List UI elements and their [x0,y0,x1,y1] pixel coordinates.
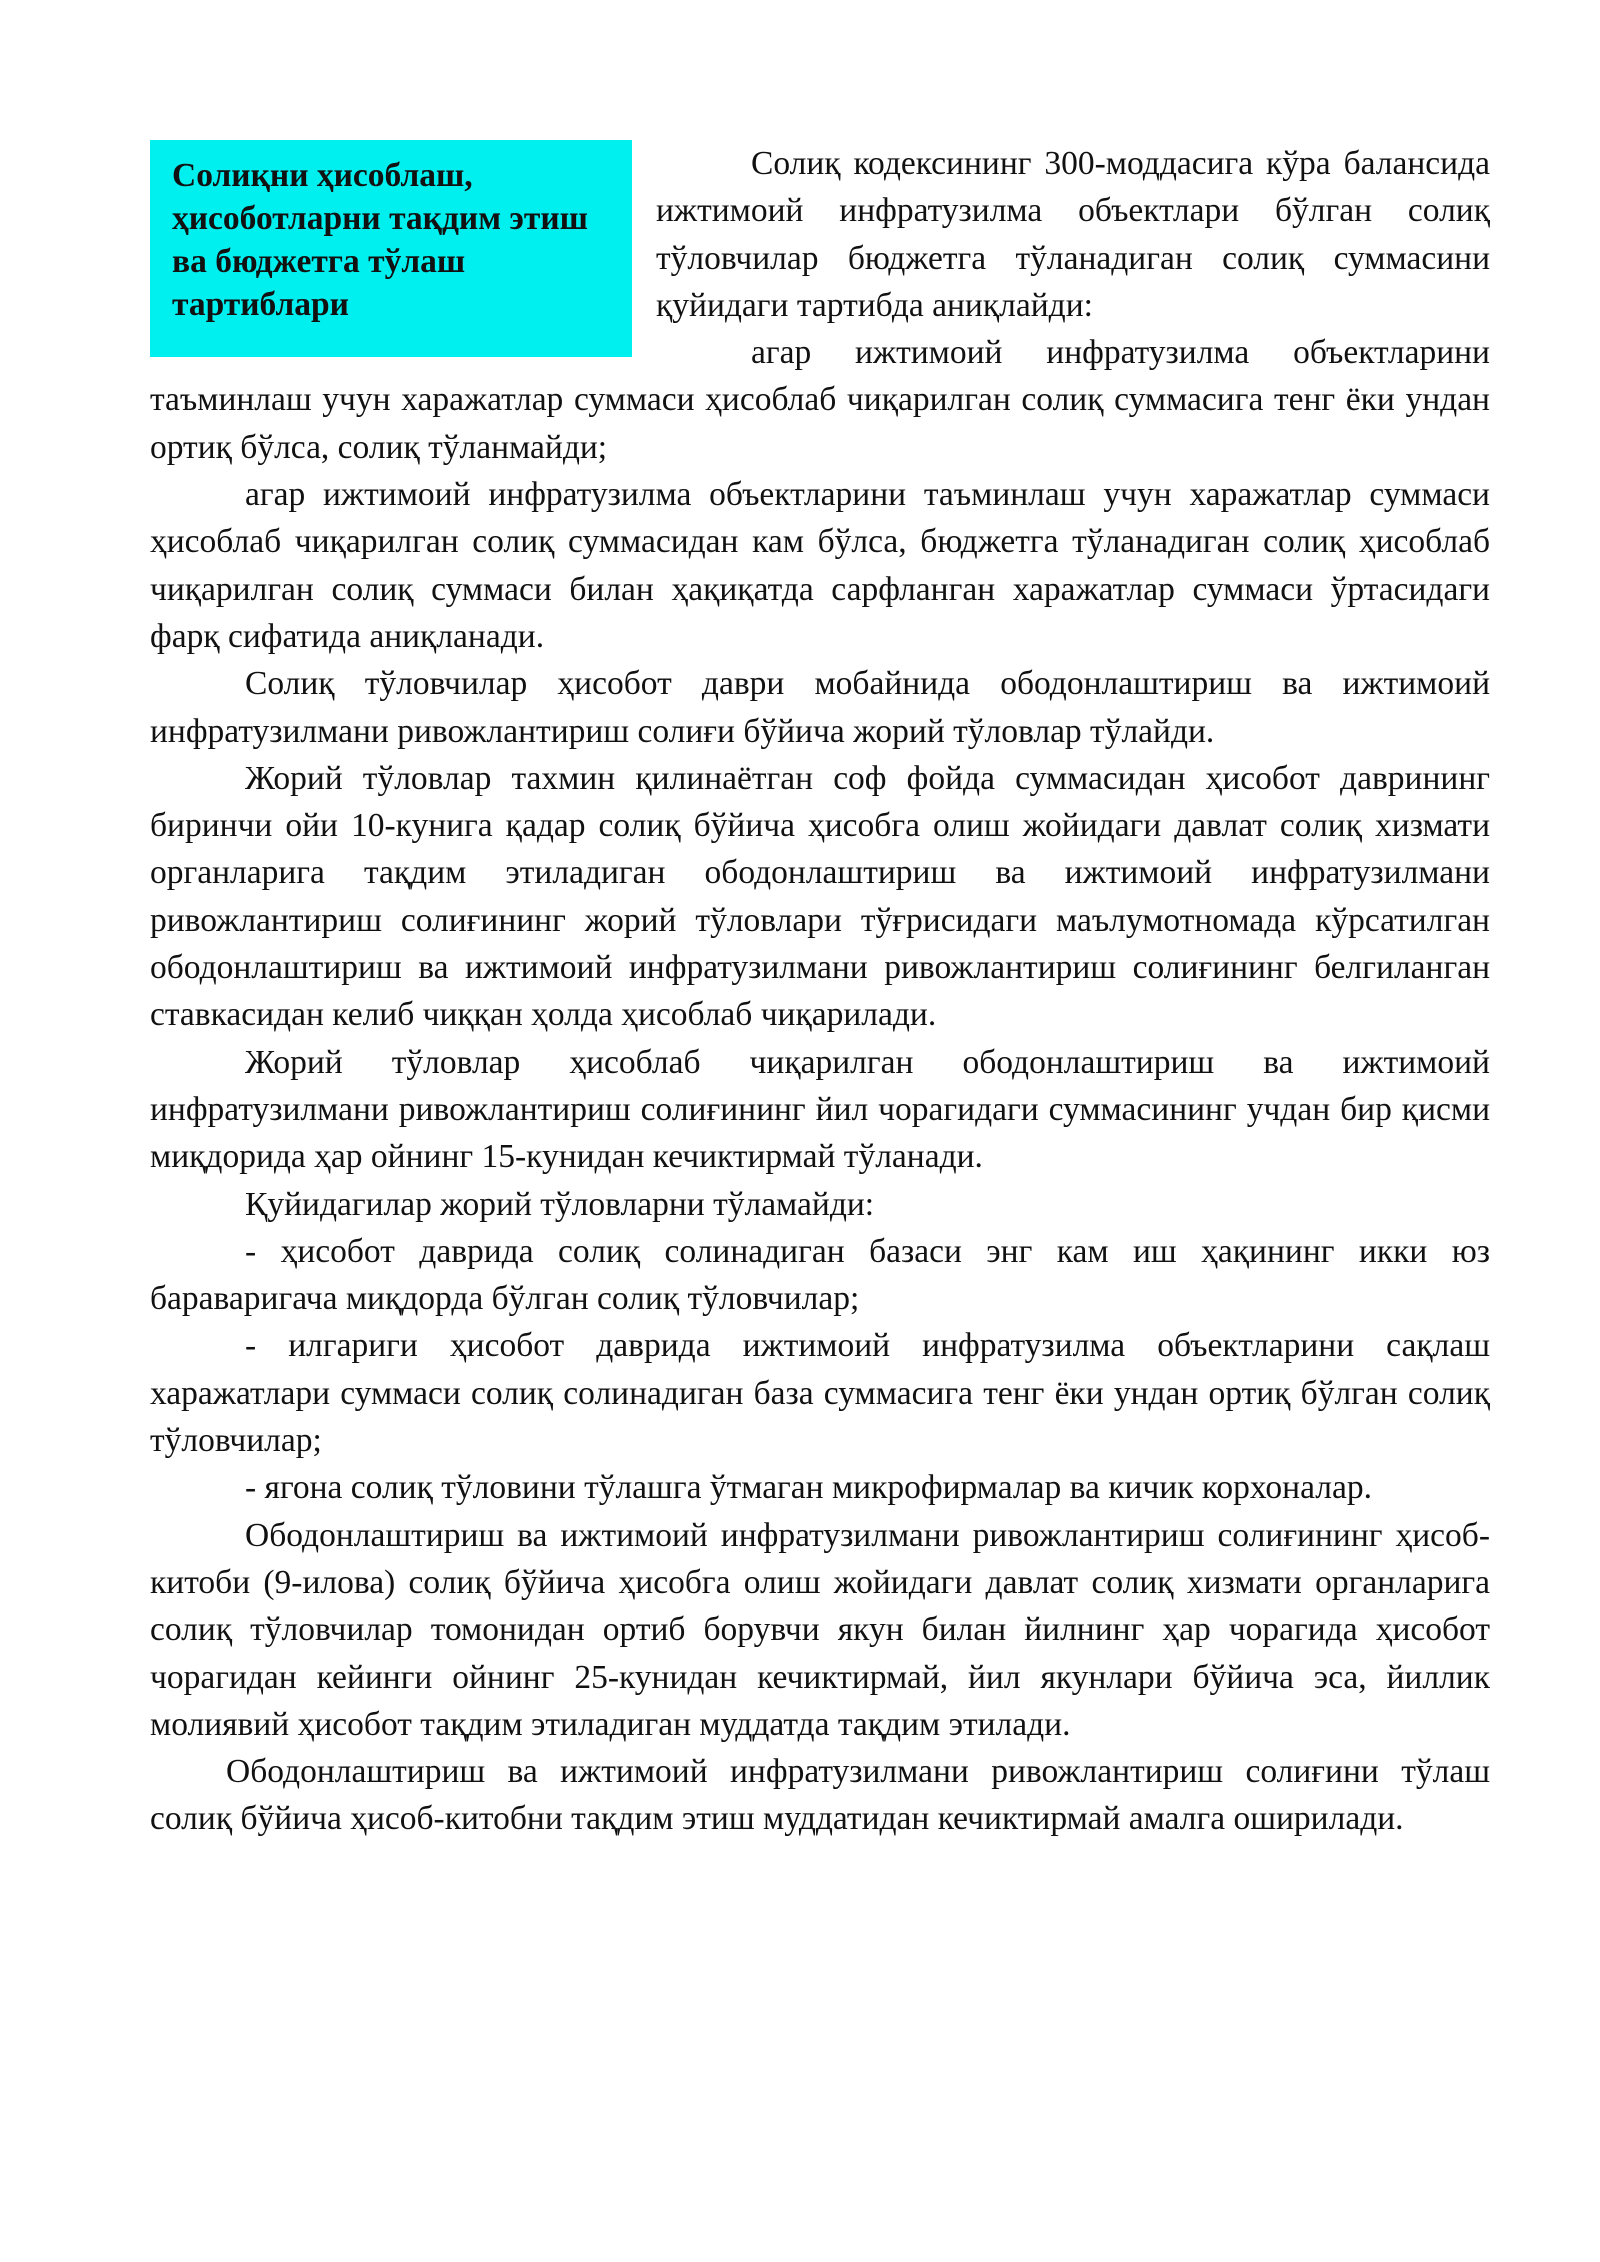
list-item-exemption-3: - ягона солиқ тўловини тўлашга ўтмаган микрофирмалар ва кичик корхоналар. [245,1469,1372,1507]
paragraph-report-submission: Ободонлаштириш ва ижтимоий инфратузилмани ривожлантириш солиғининг ҳисоб-китоби (9-илова) солиқ бўйича ҳисобга олиш жойидаги давлат солиқ хизмати органларига солиқ тўловчилар томонидан ортиб борувчи якун билан йилнинг ҳар чорагида ҳисобот чорагидан кейинги ойнинг 25-кунидан кечиктирмай, йил якунлари бўйича эса, йиллик молиявий ҳисобот тақдим этиладиган муддатда тақдим этилади. [150,1516,1490,1743]
list-item-exemption-2: - илгариги ҳисобот даврида ижтимоий инфратузилма объектларини сақлаш харажатлари суммаси солиқ солинадиган база суммасига тенг ёки ундан ортиқ бўлган солиқ тўловчилар; [150,1327,1490,1460]
section-title-box [150,140,632,357]
paragraph-payment-schedule: Жорий тўловлар ҳисоблаб чиқарилган ободонлаштириш ва ижтимоий инфратузилмани ривожлантириш солиғининг йил чорагидаги суммасининг учдан бир қисми миқдорида ҳар ойнинг 15-кунидан кечиктирмай тўланади. [150,1043,1490,1176]
paragraph-calculation: Жорий тўловлар тахмин қилинаётган соф фойда суммасидан ҳисобот даврининг биринчи ойи 10-кунига қадар солиқ бўйича ҳисобга олиш жойидаги давлат солиқ хизмати органларига тақдим этиладиган ободонлаштириш ва ижтимоий инфратузилмани ривожлантириш солиғининг жорий тўловлари тўғрисидаги маълумотномада кўрсатилган ободонлаштириш ва ижтимоий инфратузилмани ривожлантириш солиғининг белгиланган ставкасидан келиб чиққан ҳолда ҳисоблаб чиқарилади. [150,759,1490,1034]
document-page [150,140,1490,1843]
list-item-exemption-1: - ҳисобот даврида солиқ солинадиган базаси энг кам иш ҳақининг икки юз бараваригача миқдорда бўлган солиқ тўловчилар; [150,1232,1490,1318]
paragraph-exemptions-intro: Қуйидагилар жорий тўловларни тўламайди: [245,1185,875,1223]
paragraph-payment-deadline: Ободонлаштириш ва ижтимоий инфратузилмани ривожлантириш солиғини тўлаш солиқ бўйича ҳисоб-китобни тақдим этиш муддатидан кечиктирмай амалга оширилади. [150,1753,1490,1838]
paragraph-condition-1: агар ижтимоий инфратузилма объектларини таъминлаш учун харажатлар суммаси ҳисоблаб чиқарилган солиқ суммасига тенг ёки ундан ортиқ бўлса, солиқ тўланмайди; [150,334,1490,466]
paragraph-current-payments: Солиқ тўловчилар ҳисобот даври мобайнида ободонлаштириш ва ижтимоий инфратузилмани ривожлантириш солиғи бўйича жорий тўловлар тўлайди. [150,665,1490,750]
section-title: Солиқни ҳисоблаш, ҳисоботларни тақдим этиш ва бюджетга тўлаш тартиблари [172,157,588,323]
paragraph-condition-2: агар ижтимоий инфратузилма объектларини таъминлаш учун харажатлар суммаси ҳисоблаб чиқарилган солиқ суммасидан кам бўлса, бюджетга тўланадиган солиқ ҳисоблаб чиқарилган солиқ суммаси билан ҳақиқатда сарфланган харажатлар суммаси ўртасидаги фарқ сифатида аниқланади. [150,476,1490,655]
paragraph-intro: Солиқ кодексининг 300-моддасига кўра балансида ижтимоий инфратузилма объектлари бўлган солиқ тўловчилар бюджетга тўланадиган солиқ суммасини қуйидаги тартибда аниқлайди: [656,145,1490,324]
